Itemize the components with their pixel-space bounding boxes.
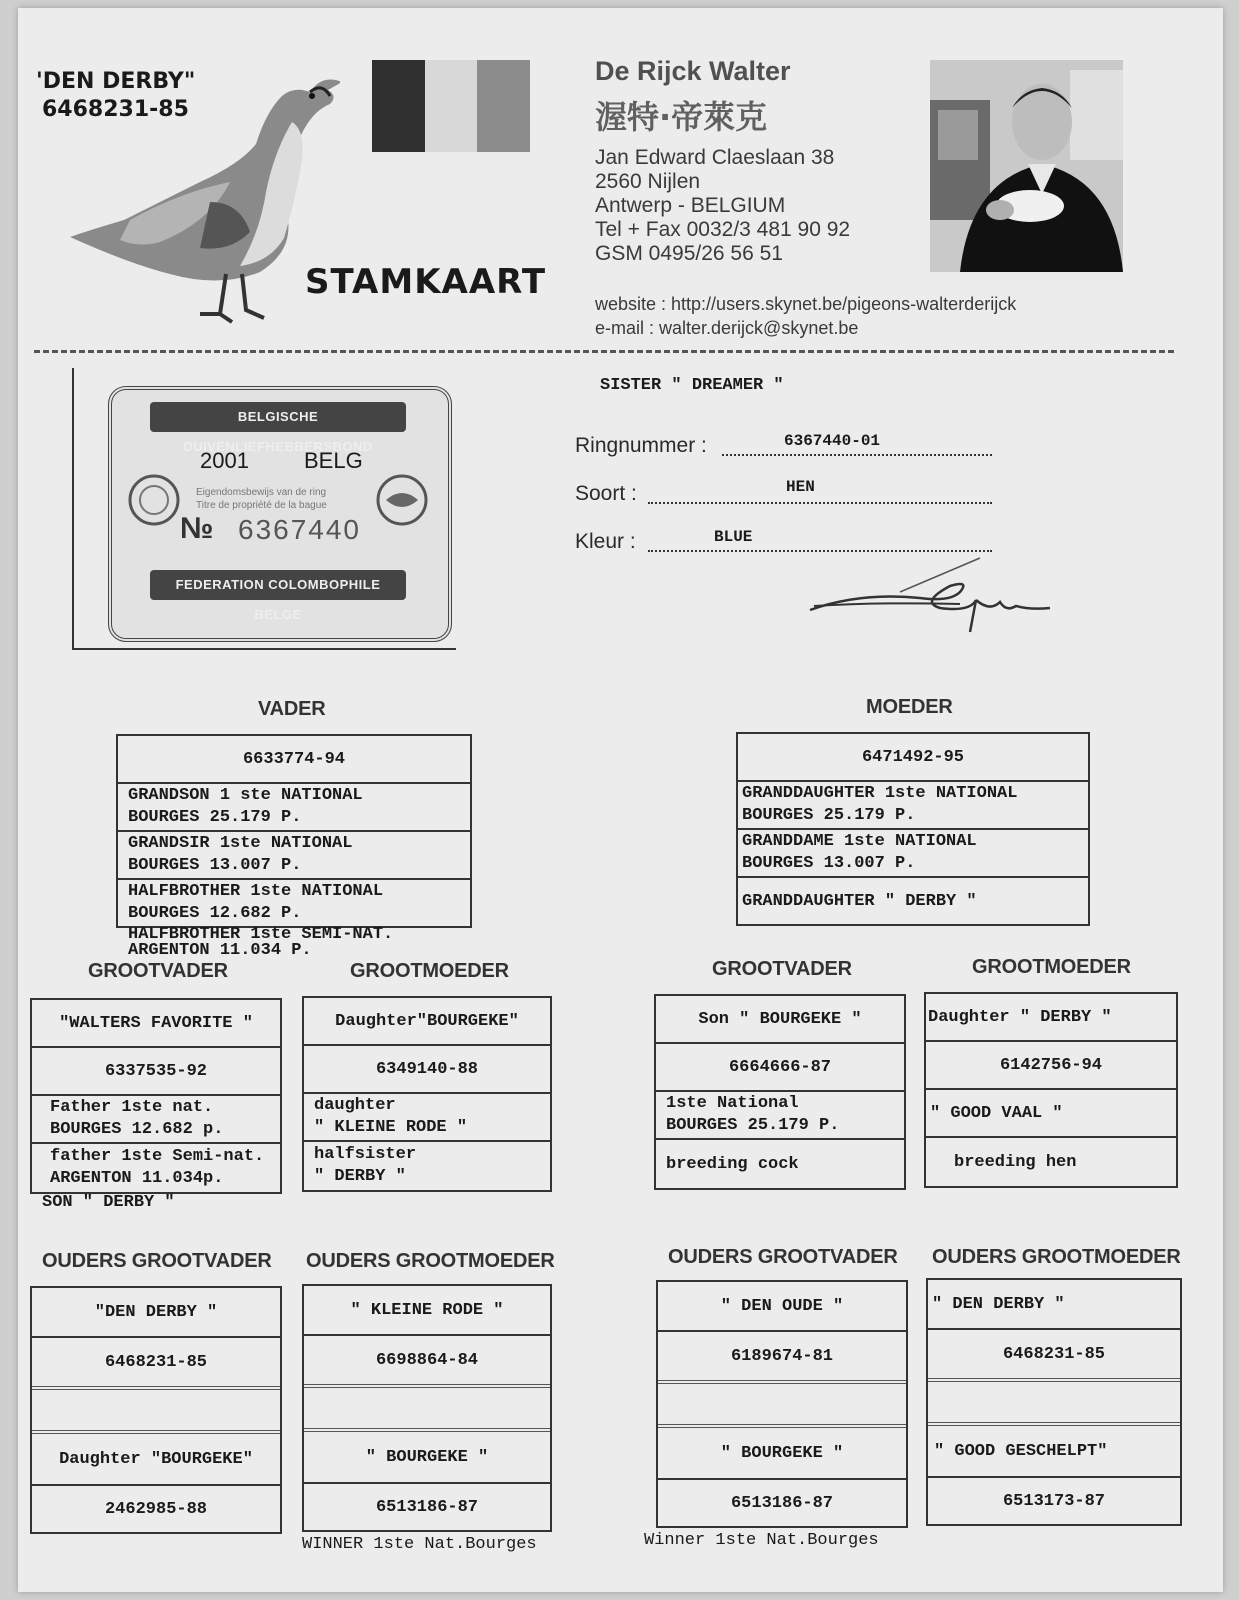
address-line: Jan Edward Claeslaan 38: [595, 146, 835, 169]
owner-photo: [930, 60, 1123, 272]
dam-line-text: GRANDDAME 1ste NATIONAL: [742, 832, 977, 851]
certificate-subtitle: [196, 486, 327, 512]
sire-line-text: BOURGES 12.682 P.: [128, 904, 302, 923]
dam-line-text: BOURGES 13.007 P.: [742, 854, 916, 873]
owner-name-chinese: 渥特·帝萊克: [595, 98, 768, 136]
card-title: STAMKAART: [305, 262, 547, 302]
mgm-heading: GROOTMOEDER: [972, 956, 1131, 978]
mgf-name: Son " BOURGEKE ": [656, 996, 904, 1044]
mgf-note: [656, 1092, 904, 1140]
sire-extra-note: [128, 924, 393, 961]
ggp3-winner-note: Winner 1ste Nat.Bourges: [644, 1531, 879, 1550]
ggp4-heading: OUDERS GROOTMOEDER: [932, 1246, 1181, 1268]
ggp2-winner-note: WINNER 1ste Nat.Bourges: [302, 1535, 537, 1554]
mgm-name: Daughter " DERBY ": [926, 994, 1176, 1042]
mgf-note: breeding cock: [666, 1154, 799, 1174]
address-line: GSM 0495/26 56 51: [595, 242, 783, 265]
pgm-note-text: " DERBY ": [314, 1167, 406, 1186]
sire-line-text: BOURGES 13.007 P.: [128, 856, 302, 875]
dam-box: [736, 732, 1090, 926]
flag-stripe-3: [477, 60, 530, 152]
great-grandparents-box-1: [30, 1286, 282, 1534]
ring-certificate: [108, 386, 452, 642]
address-line: Antwerp - BELGIUM: [595, 194, 786, 217]
owner-address: [595, 146, 850, 266]
dam-line: [738, 830, 1088, 878]
sire-line-text: HALFBROTHER 1ste NATIONAL: [128, 882, 384, 901]
mgf-ring: 6664666-87: [656, 1044, 904, 1092]
pgm-ring: 6349140-88: [304, 1046, 550, 1094]
ggp2-dam-ring: 6513186-87: [375, 1497, 479, 1517]
pgf-name: "WALTERS FAVORITE ": [32, 1000, 280, 1048]
pgf-note: [32, 1096, 280, 1144]
ggp2-blank-row: [304, 1388, 550, 1432]
sire-line: [118, 880, 470, 926]
sire-extra-line: ARGENTON 11.034 P.: [128, 941, 312, 960]
sire-extra-line: HALFBROTHER 1ste SEMI-NAT.: [128, 925, 394, 944]
certificate-bottom-banner: FEDERATION COLOMBOPHILE BELGE: [150, 570, 406, 600]
maternal-grandmother-box: [924, 992, 1178, 1188]
ggp1-sire-ring: 6468231-85: [32, 1338, 280, 1390]
email-link[interactable]: e-mail : walter.derijck@skynet.be: [595, 318, 859, 338]
sire-line-text: GRANDSON 1 ste NATIONAL: [128, 786, 363, 805]
ggp4-sire-ring: 6468231-85: [928, 1330, 1180, 1382]
pgf-note-text: Father 1ste nat.: [50, 1098, 214, 1117]
certificate-year: 2001: [200, 448, 249, 473]
pgf-extra-note: SON " DERBY ": [42, 1193, 175, 1212]
pigeon-title: SISTER " DREAMER ": [600, 376, 784, 395]
ggp3-dam-name: " BOURGEKE ": [658, 1428, 906, 1480]
owner-contact: [595, 292, 1016, 340]
pgf-note-text: BOURGES 12.682 p.: [50, 1120, 224, 1139]
certificate-number: 6367440: [238, 514, 362, 545]
ggp1-sire-name: "DEN DERBY ": [32, 1288, 280, 1338]
seal-left-icon: [126, 472, 182, 528]
color-field: [648, 530, 992, 552]
certificate-country: BELG: [304, 448, 363, 473]
ggp3-blank-row: [658, 1384, 906, 1428]
pgm-note-text: halfsister: [314, 1145, 417, 1164]
address-line: 2560 Nijlen: [595, 170, 701, 193]
sex-field: [648, 482, 992, 504]
belgian-flag: [372, 60, 530, 152]
sire-box: [116, 734, 472, 928]
pgf-heading: GROOTVADER: [88, 960, 228, 982]
certificate-top-banner: BELGISCHE DUIVENLIEFHEBBERSBOND: [150, 402, 406, 432]
ggp1-dam-ring: 2462985-88: [104, 1499, 208, 1519]
pgm-name: Daughter"BOURGEKE": [304, 998, 550, 1046]
sire-line: [118, 784, 470, 832]
ggp1-heading: OUDERS GROOTVADER: [42, 1250, 272, 1272]
maternal-grandfather-box: [654, 994, 906, 1190]
dam-line-text: BOURGES 25.179 P.: [742, 806, 916, 825]
certificate-number-symbol: №: [180, 512, 214, 545]
sire-line-text: BOURGES 25.179 P.: [128, 808, 302, 827]
sex-label: Soort :: [575, 482, 637, 505]
pgm-heading: GROOTMOEDER: [350, 960, 509, 982]
pigeon-illustration: [60, 52, 340, 332]
dam-heading: MOEDER: [866, 696, 953, 718]
ring-label: Ringnummer :: [575, 434, 707, 457]
ggp4-dam-name: " GOOD GESCHELPT": [928, 1426, 1180, 1478]
owner-name: De Rijck Walter: [595, 56, 791, 86]
paternal-grandmother-box: [302, 996, 552, 1192]
ggp1-blank-row: [32, 1390, 280, 1434]
sire-heading: VADER: [258, 698, 326, 720]
ggp3-heading: OUDERS GROOTVADER: [668, 1246, 898, 1268]
flag-stripe-1: [372, 60, 425, 152]
ggp4-sire-name: " DEN DERBY ": [928, 1280, 1180, 1330]
great-grandparents-box-3: [656, 1280, 908, 1528]
mgm-note: " GOOD VAAL ": [926, 1090, 1176, 1138]
pgf-ring: 6337535-92: [32, 1048, 280, 1096]
sire-ring: 6633774-94: [118, 736, 470, 784]
great-grandparents-box-4: [926, 1278, 1182, 1526]
great-grandparents-box-2: [302, 1284, 552, 1532]
website-link[interactable]: website : http://users.skynet.be/pigeons-walterderijck: [595, 294, 1017, 314]
pgf-note-text: father 1ste Semi-nat.: [50, 1147, 265, 1166]
mgf-heading: GROOTVADER: [712, 958, 852, 980]
ggp2-sire-ring: 6698864-84: [304, 1336, 550, 1388]
mgm-note: breeding hen: [954, 1152, 1077, 1172]
color-label: Kleur :: [575, 530, 636, 553]
ggp2-dam-name: " BOURGEKE ": [304, 1432, 550, 1484]
header-divider: [34, 350, 1174, 353]
dam-line: [738, 782, 1088, 830]
pgf-note-text: ARGENTON 11.034p.: [50, 1169, 224, 1188]
dam-line: [738, 878, 1088, 924]
featured-pigeon-name: 'DEN DERBY": [36, 69, 196, 94]
mgf-note-text: BOURGES 25.179 P.: [666, 1116, 840, 1135]
ggp1-dam-name: Daughter "BOURGEKE": [32, 1434, 280, 1486]
pgm-note: [304, 1142, 550, 1190]
flag-stripe-2: [425, 60, 478, 152]
sire-line: [118, 832, 470, 880]
address-line: Tel + Fax 0032/3 481 90 92: [595, 218, 851, 241]
pgm-note: [304, 1094, 550, 1142]
mgf-note-text: 1ste National: [666, 1094, 799, 1113]
ring-value: 6367440-01: [784, 432, 881, 450]
pgm-note-text: daughter: [314, 1096, 396, 1115]
certificate-subtitle-nl: Eigendomsbewijs van de ring: [196, 487, 327, 498]
ggp4-dam-ring: 6513173-87: [1002, 1491, 1106, 1511]
sex-value: HEN: [786, 478, 815, 496]
sire-line-text: GRANDSIR 1ste NATIONAL: [128, 834, 353, 853]
ggp3-dam-ring: 6513186-87: [730, 1493, 834, 1513]
featured-pigeon-ring: 6468231-85: [42, 97, 189, 122]
paternal-grandfather-box: [30, 998, 282, 1194]
dam-line-text: GRANDDAUGHTER 1ste NATIONAL: [742, 784, 1018, 803]
signature: [800, 552, 1070, 652]
pgf-note: [32, 1144, 280, 1192]
pgm-note-text: " KLEINE RODE ": [314, 1118, 468, 1137]
color-value: BLUE: [714, 528, 753, 546]
ggp4-blank-row: [928, 1382, 1180, 1426]
mgm-ring: 6142756-94: [926, 1042, 1176, 1090]
ggp2-heading: OUDERS GROOTMOEDER: [306, 1250, 555, 1272]
ggp3-sire-name: " DEN OUDE ": [658, 1282, 906, 1332]
ggp3-sire-ring: 6189674-81: [658, 1332, 906, 1384]
certificate-subtitle-fr: Titre de propriété de la bague: [196, 500, 327, 511]
ggp2-sire-name: " KLEINE RODE ": [304, 1286, 550, 1336]
seal-right-icon: [374, 472, 430, 528]
dam-line-text: GRANDDAUGHTER " DERBY ": [742, 891, 977, 911]
dam-ring: 6471492-95: [738, 734, 1088, 782]
